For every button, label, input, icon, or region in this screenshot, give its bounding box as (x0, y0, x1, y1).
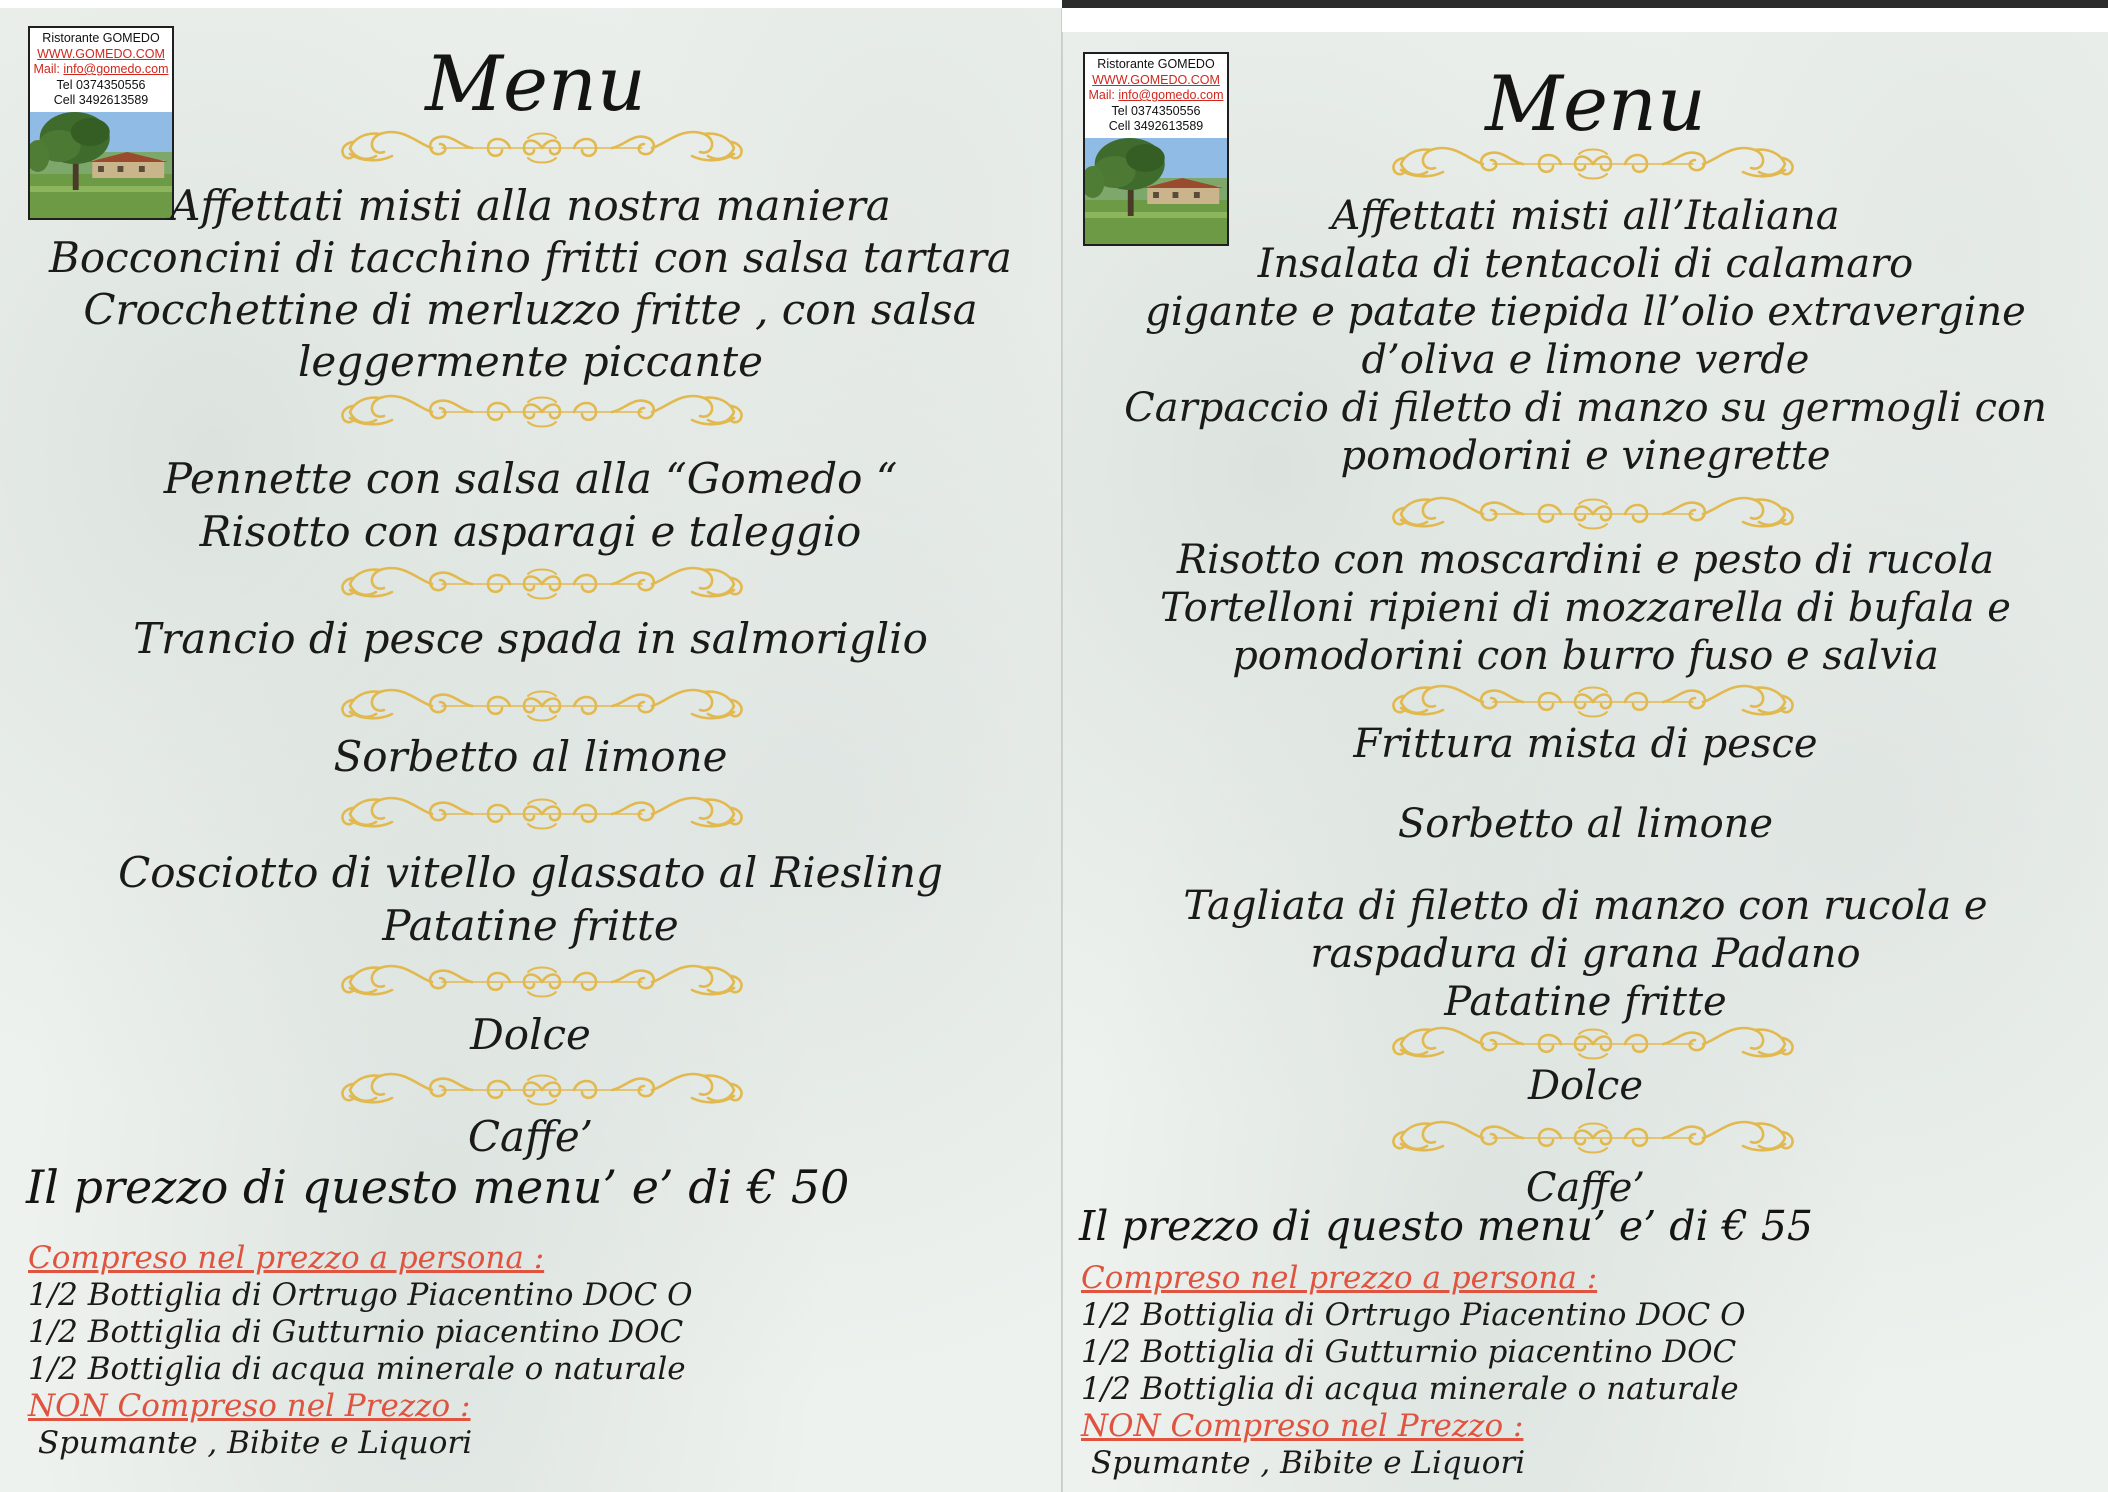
cell-number: Cell 3492613589 (53, 93, 149, 107)
ornament-divider-icon (332, 390, 752, 434)
menu-item: Caffe’ (1525, 1165, 1646, 1211)
menu-price: Il prezzo di questo menu’ e’ di € 55 (1079, 1202, 1813, 1250)
ornament-divider-icon (332, 1068, 752, 1112)
menu-item: Caffe’ (467, 1112, 594, 1161)
excluded-heading: NON Compreso nel Prezzo : (28, 1388, 471, 1424)
menu-item: Patatine fritte (382, 901, 679, 950)
menu-item: Crocchettine di merluzzo fritte , con salsa (83, 285, 978, 334)
menu-item: Bocconcini di tacchino fritti con salsa tartara (49, 233, 1012, 282)
menu-item: Cosciotto di vitello glassato al Riesling (118, 848, 943, 897)
secondi-section (0, 846, 1061, 952)
menu-item: Insalata di tentacoli di calamaro (1257, 241, 1914, 287)
menu-page-right (1062, 32, 2108, 1492)
menu-item: Carpaccio di filetto di manzo su germogli con (1124, 385, 2047, 431)
window-top-bar (1062, 0, 2108, 8)
ornament-divider-icon (332, 684, 752, 728)
included-heading: Compreso nel prezzo a persona : (1081, 1260, 1598, 1296)
pesce-section (0, 612, 1061, 665)
mail-label: Mail: (33, 62, 64, 76)
dolce-section (0, 1008, 1061, 1061)
antipasti-section (0, 180, 1061, 388)
menu-item: raspadura di grana Padano (1310, 931, 1861, 977)
menu-item: Frittura mista di pesce (1353, 721, 1818, 767)
ornament-divider-icon (1383, 1116, 1803, 1160)
mail-link[interactable]: info@gomedo.com (63, 62, 169, 76)
ornament-divider-icon (332, 960, 752, 1004)
phone-number: Tel 0374350556 (56, 77, 146, 92)
menu-item: Sorbetto al limone (1397, 801, 1774, 847)
menu-item: Patatine fritte (1444, 979, 1727, 1025)
excluded-item: Spumante , Bibite e Liquori (1081, 1445, 1526, 1481)
ornament-divider-icon (332, 562, 752, 606)
menu-item: Tortelloni ripieni di mozzarella di bufala e (1160, 585, 2011, 631)
included-item: 1/2 Bottiglia di Gutturnio piacentino DOC (28, 1314, 684, 1350)
menu-item: Affettati misti all’Italiana (1331, 193, 1840, 239)
website-link[interactable]: WWW.GOMEDO.COM (37, 46, 165, 61)
caffe-section (0, 1110, 1061, 1163)
included-item: 1/2 Bottiglia di acqua minerale o naturale (1081, 1371, 1739, 1407)
cell-number: Cell 3492613589 (1108, 119, 1204, 133)
primi-section (0, 452, 1061, 558)
menu-item: Dolce (470, 1010, 591, 1059)
menu-item: Sorbetto al limone (333, 732, 728, 781)
included-section (1081, 1260, 1746, 1482)
included-item: 1/2 Bottiglia di acqua minerale o naturale (28, 1351, 686, 1387)
secondi-section (1063, 882, 2108, 1026)
ornament-divider-icon (1383, 142, 1803, 186)
restaurant-name: Ristorante GOMEDO (42, 31, 160, 45)
excluded-item: Spumante , Bibite e Liquori (28, 1425, 473, 1461)
dolce-section (1063, 1062, 2108, 1110)
menu-item: Pennette con salsa alla “Gomedo “ (163, 454, 898, 503)
restaurant-name: Ristorante GOMEDO (1097, 57, 1215, 71)
menu-item: Affettati misti alla nostra maniera (170, 181, 891, 230)
ornament-divider-icon (332, 792, 752, 836)
menu-page-left (0, 8, 1062, 1492)
antipasti-section (1063, 192, 2108, 480)
ornament-divider-icon (1383, 492, 1803, 536)
sorbetto-section (0, 730, 1061, 783)
menu-item: leggermente piccante (298, 337, 763, 386)
included-item: 1/2 Bottiglia di Ortrugo Piacentino DOC O (1081, 1297, 1746, 1333)
mail-link[interactable]: info@gomedo.com (1118, 88, 1224, 102)
menu-item: Tagliata di filetto di manzo con rucola e (1183, 883, 1988, 929)
menu-item: gigante e patate tiepida ll’olio extravergine (1145, 289, 2026, 335)
included-heading: Compreso nel prezzo a persona : (28, 1240, 545, 1276)
website-link[interactable]: WWW.GOMEDO.COM (1092, 72, 1220, 87)
menu-item: pomodorini e vinegrette (1340, 433, 1831, 479)
mail-label: Mail: (1088, 88, 1119, 102)
phone-number: Tel 0374350556 (1111, 103, 1201, 118)
menu-item: Risotto con asparagi e taleggio (199, 507, 862, 556)
included-item: 1/2 Bottiglia di Gutturnio piacentino DOC (1081, 1334, 1737, 1370)
menu-title: Menu (425, 39, 646, 128)
menu-price: Il prezzo di questo menu’ e’ di € 50 (26, 1160, 850, 1214)
menu-item: Dolce (1527, 1063, 1644, 1109)
included-section (28, 1240, 693, 1462)
frittura-section (1063, 720, 2108, 848)
included-item: 1/2 Bottiglia di Ortrugo Piacentino DOC O (28, 1277, 693, 1313)
menu-item: Trancio di pesce spada in salmoriglio (133, 614, 928, 663)
menu-title: Menu (1485, 59, 1706, 148)
menu-item: pomodorini con burro fuso e salvia (1232, 633, 1939, 679)
primi-section (1063, 536, 2108, 680)
ornament-divider-icon (1383, 680, 1803, 724)
ornament-divider-icon (1383, 1022, 1803, 1066)
excluded-heading: NON Compreso nel Prezzo : (1081, 1408, 1524, 1444)
ornament-divider-icon (332, 126, 752, 170)
menu-item: Risotto con moscardini e pesto di rucola (1176, 537, 1995, 583)
menu-item: d’oliva e limone verde (1361, 337, 1810, 383)
